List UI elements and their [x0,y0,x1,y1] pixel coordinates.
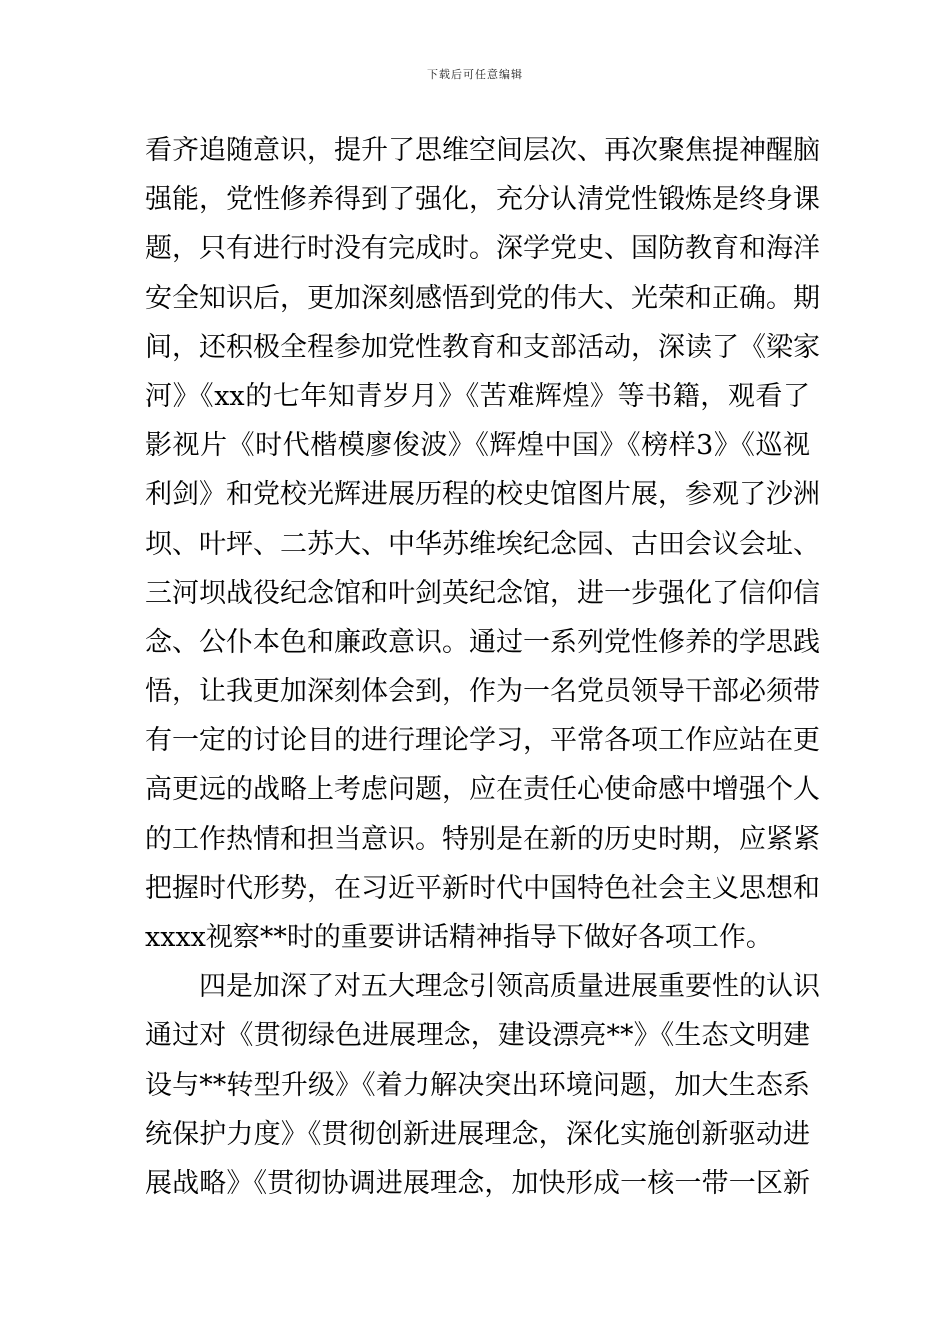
text-line: 念、公仆本色和廉政意识。通过一系列党性修养的学思践 [145,626,820,658]
text-line: 悟，让我更加深刻体会到，作为一名党员领导干部必须带 [145,676,820,708]
text-line: 通过对《贯彻绿色进展理念，建设漂亮**》《生态文明建 [145,1020,810,1052]
text-line: 利剑》和党校光辉进展历程的校史馆图片展，参观了沙洲 [145,479,820,511]
text-line: 看齐追随意识，提升了思维空间层次、再次聚焦提神醒脑 [145,135,820,166]
text-line: 的工作热情和担当意识。特别是在新的历史时期，应紧紧 [145,823,820,855]
text-line: xxxx视察**时的重要讲话精神指导下做好各项工作。 [145,922,773,953]
text-line: 高更远的战略上考虑问题，应在责任心使命感中增强个人 [145,774,820,806]
text-line: 河》《xx的七年知青岁月》《苦难辉煌》等书籍，观看了 [145,380,810,412]
page-header-note: 下载后可任意编辑 [427,68,523,81]
text-line: 有一定的讨论目的进行理论学习，平常各项工作应站在更 [145,725,820,757]
text-line: 把握时代形势，在习近平新时代中国特色社会主义思想和 [145,872,820,904]
paragraph-first-line: 四是加深了对五大理念引领高质量进展重要性的认识 [199,971,820,1003]
text-line: 影视片《时代楷模廖俊波》《辉煌中国》《榜样3》《巡视 [145,430,810,462]
document-body [145,126,820,1208]
text-line: 间，还积极全程参加党性教育和支部活动，深读了《梁家 [145,331,820,363]
text-line: 三河坝战役纪念馆和叶剑英纪念馆，进一步强化了信仰信 [145,577,820,609]
text-line: 设与**转型升级》《着力解决突出环境问题，加大生态系 [145,1069,810,1101]
text-line: 强能，党性修养得到了强化，充分认清党性锻炼是终身课 [145,184,820,216]
text-line: 坝、叶坪、二苏大、中华苏维埃纪念园、古田会议会址、 [145,528,820,560]
text-line: 展战略》《贯彻协调进展理念，加快形成一核一带一区新 [145,1167,810,1199]
text-line: 统保护力度》《贯彻创新进展理念，深化实施创新驱动进 [145,1118,810,1150]
text-line: 安全知识后，更加深刻感悟到党的伟大、光荣和正确。期 [145,282,820,314]
text-line: 题，只有进行时没有完成时。深学党史、国防教育和海洋 [145,233,820,265]
